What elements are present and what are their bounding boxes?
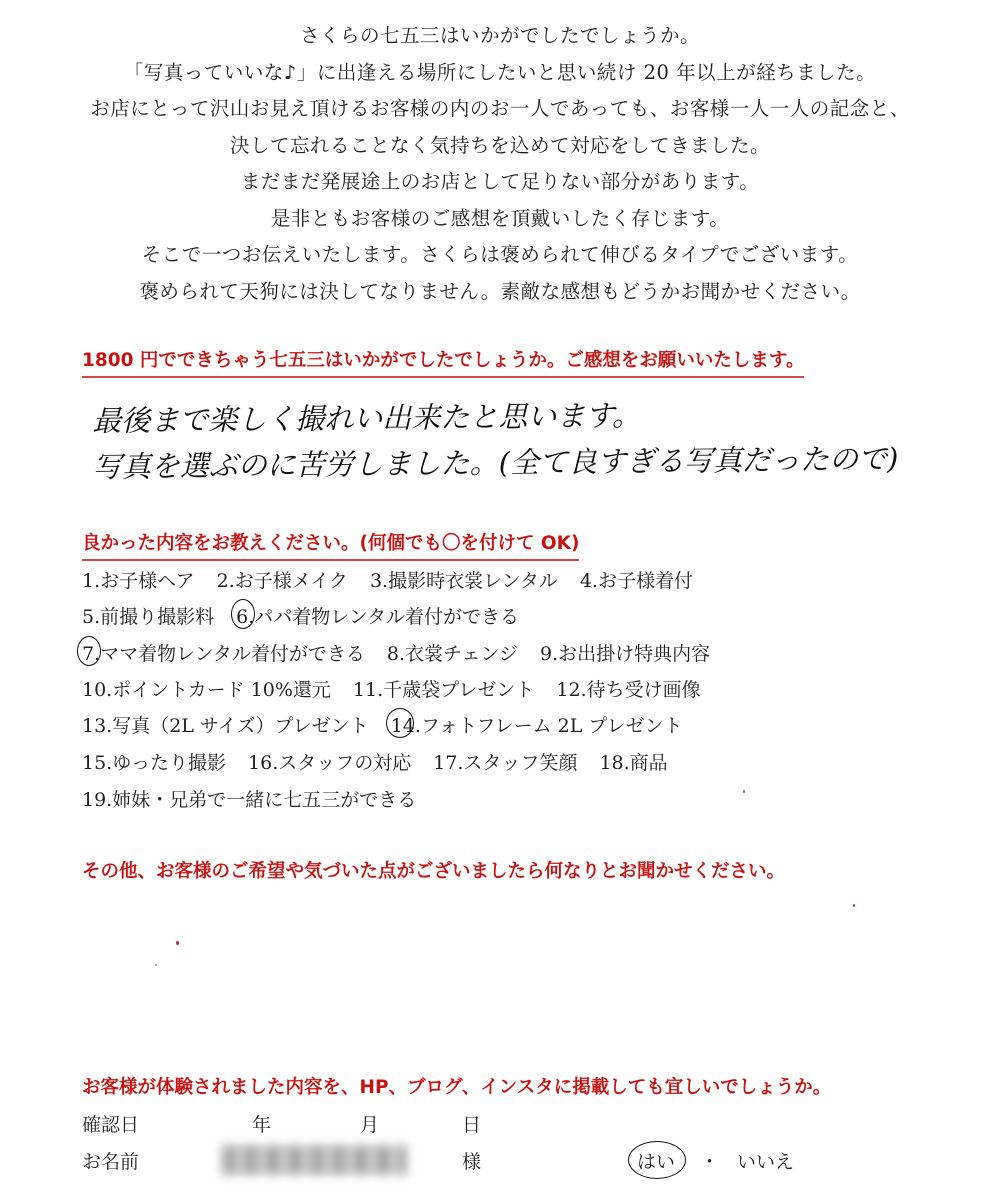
honorific-label: 様: [462, 1151, 482, 1173]
options-row-1: [82, 566, 715, 593]
intro-text: [0, 18, 1000, 310]
options-row-5: [82, 711, 705, 738]
option-item: 8.衣裳チェンジ: [386, 643, 518, 665]
option-item: 17.スタッフ笑顔: [433, 752, 578, 774]
options-row-4: [82, 675, 723, 702]
option-item-circled: 7.ママ着物レンタル着付ができる: [82, 639, 365, 666]
option-item: 15.ゆったり撮影: [82, 752, 227, 774]
option-item: 5.前撮り撮影料: [82, 606, 215, 628]
intro-line: まだまだ発展途上のお店として足りない部分があります。: [240, 170, 760, 193]
options-row-6: [82, 748, 690, 775]
question-3-heading: その他、お客様のご希望や気づいた点がございましたら何なりとお聞かせください。: [82, 861, 786, 882]
question-2-heading: 良かった内容をお教えください。(何個でも〇を付けて OK): [82, 529, 579, 561]
option-item: 11.千歳袋プレゼント: [352, 679, 535, 701]
options-row-2: [82, 602, 541, 629]
stray-mark: [155, 964, 157, 966]
day-label: 日: [462, 1114, 482, 1136]
handwritten-line: 最後まで楽しく撮れい出来たと思います。: [92, 398, 642, 438]
option-item: 10.ポイントカード 10%還元: [82, 679, 331, 701]
handwritten-answer: [92, 390, 899, 490]
intro-line: 褒められて天狗には決してなりません。素敵な感想もどうかお聞かせください。: [139, 279, 861, 303]
month-label: 月: [360, 1114, 380, 1136]
option-item-circled: 14.フォトフレーム 2L プレゼント: [391, 711, 683, 738]
option-item: 18.商品: [599, 752, 668, 774]
handwritten-line: 写真を選ぶのに苦労しました。(全て良すぎる写真だったので): [92, 441, 899, 484]
option-item: 2.お子様メイク: [216, 570, 348, 592]
intro-line: お店にとって沢山お見え頂けるお客様の内のお一人であっても、お客様一人一人の記念と、: [90, 97, 910, 120]
option-item: 4.お子様着付: [579, 570, 693, 592]
yes-option: はい: [637, 1151, 676, 1173]
year-label: 年: [252, 1114, 272, 1136]
consent-heading: お客様が体験されました内容を、HP、ブログ、インスタに掲載しても宜しいでしょうか。: [82, 1077, 832, 1098]
no-option: いいえ: [737, 1151, 795, 1173]
option-item: 19.姉妹・兄弟で一緒に七五三ができる: [82, 789, 417, 811]
option-item: 16.スタッフの対応: [248, 752, 412, 774]
intro-line: さくらの七五三はいかがでしたでしょうか。: [299, 24, 700, 47]
stray-mark: [853, 904, 855, 907]
intro-line: 「写真っていいな♪」に出逢える場所にしたいと思い続け 20 年以上が経ちました。: [123, 60, 877, 84]
option-item: 1.お子様ヘア: [82, 570, 195, 592]
options-row-7: [82, 785, 438, 812]
option-separator: ・: [700, 1151, 720, 1173]
yes-selected-circle: [628, 1141, 686, 1179]
option-item: 9.お出掛け特典内容: [540, 643, 711, 665]
name-label: お名前: [82, 1151, 140, 1173]
option-item: 12.待ち受け画像: [556, 679, 701, 701]
intro-line: そこで一つお伝えいたします。さくらは褒められて伸びるタイプでございます。: [141, 243, 859, 266]
date-label: 確認日: [82, 1114, 140, 1136]
question-1-heading: 1800 円でできちゃう七五三はいかがでしたでしょうか。ご感想をお願いいたします。: [82, 346, 804, 378]
stray-mark: [743, 790, 745, 793]
options-row-3: [82, 639, 732, 666]
redacted-name: [222, 1145, 407, 1175]
intro-line: 是非ともお客様のご感想を頂戴いしたく存じます。: [270, 206, 730, 230]
intro-line: 決して忘れることなく気持ちを込めて対応をしてきました。: [229, 133, 770, 157]
stray-mark: [176, 941, 179, 945]
option-item: 13.写真（2L サイズ）プレゼント: [82, 715, 369, 737]
option-item: 3.撮影時衣裳レンタル: [369, 570, 558, 592]
option-item-circled: 6.パパ着物レンタル着付ができる: [236, 602, 519, 629]
